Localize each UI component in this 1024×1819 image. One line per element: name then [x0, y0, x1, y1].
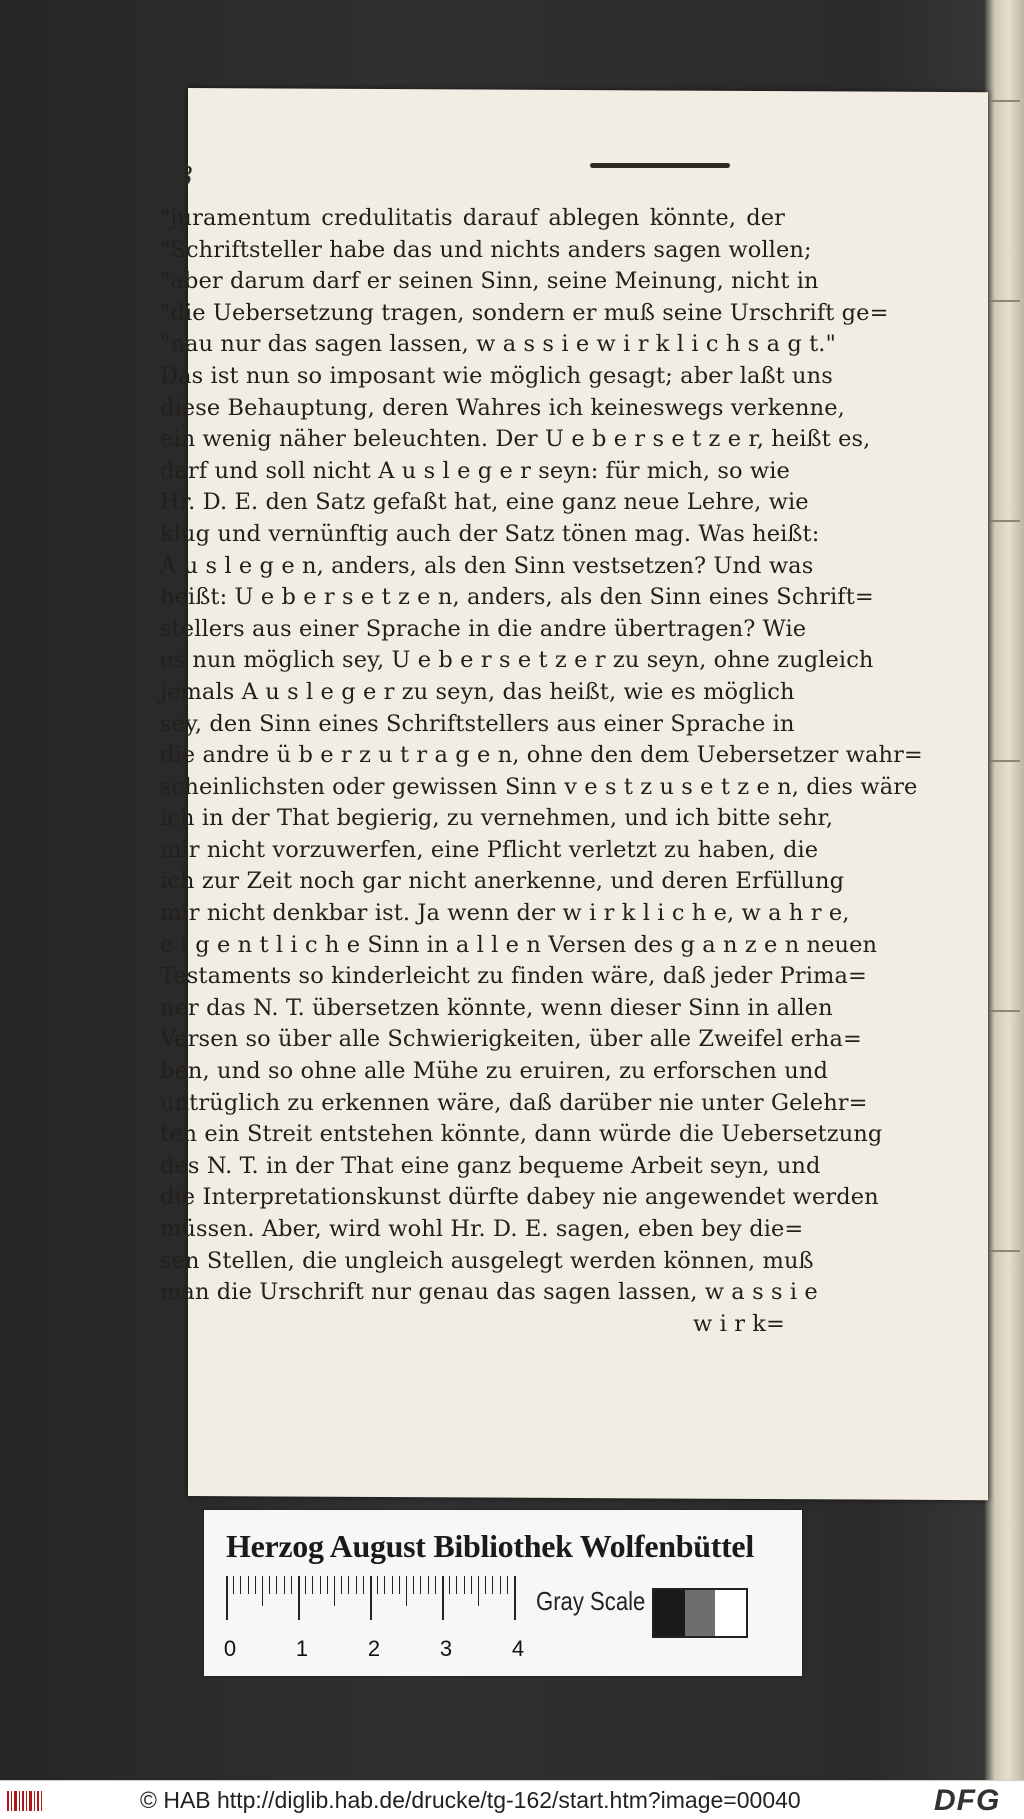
text-line: des N. T. in der That eine ganz bequeme Arbeit seyn, und — [160, 1152, 821, 1179]
text-line: "Schriftsteller habe das und nichts anders sagen wollen; — [160, 236, 812, 263]
ruler-tick — [284, 1576, 285, 1594]
ruler-tick — [449, 1576, 450, 1594]
text-line: die andre ü b e r z u t r a g e n, ohne den dem Uebersetzer wahr= — [160, 742, 923, 769]
text-line: mir nicht denkbar ist. Ja wenn der w i r k l i c h e, w a h r e, — [160, 900, 850, 927]
ruler-tick — [356, 1576, 357, 1594]
color-target — [204, 1510, 802, 1676]
gray-swatches — [652, 1588, 748, 1638]
ruler-tick — [233, 1576, 234, 1594]
ruler-tick — [348, 1576, 349, 1594]
text-line: stellers aus einer Sprache in die andre übertragen? Wie — [160, 615, 807, 642]
ruler-tick — [327, 1576, 328, 1594]
ruler-number: 0 — [223, 1636, 237, 1661]
text-line: sen Stellen, die ungleich ausgelegt werden können, muß — [160, 1247, 814, 1274]
ruler-tick — [492, 1576, 493, 1594]
text-line: A u s l e g e n, anders, als den Sinn vestsetzen? Und was — [160, 552, 814, 579]
ruler-tick — [514, 1576, 516, 1620]
text-line: e i g e n t l i c h e Sinn in a l l e n Versen des g a n z e n neuen — [160, 931, 878, 958]
text-line: ten ein Streit entstehen könnte, dann würde die Uebersetzung — [160, 1121, 883, 1148]
ruler-tick — [305, 1576, 306, 1594]
ruler-tick — [363, 1576, 364, 1594]
text-line: man die Urschrift nur genau das sagen lassen, w a s s i e — [160, 1279, 818, 1306]
text-line: die Interpretationskunst dürfte dabey nie angewendet werden — [160, 1184, 879, 1211]
text-line: ben, und so ohne alle Mühe zu eruiren, zu erforschen und — [160, 1058, 828, 1085]
ruler-tick — [320, 1576, 321, 1594]
ruler-tick — [226, 1576, 228, 1620]
page-number: 38 — [160, 162, 194, 192]
book-edge — [985, 0, 1024, 1780]
ruler-tick — [240, 1576, 241, 1594]
ruler-tick — [334, 1576, 335, 1606]
ruler-tick — [291, 1576, 292, 1594]
target-title: Herzog August Bibliothek Wolfenbüttel — [226, 1528, 754, 1564]
text-line: ich zur Zeit noch gar nicht anerkenne, und deren Erfüllung — [160, 868, 845, 895]
ruler-tick — [456, 1576, 457, 1594]
text-line: jemals A u s l e g e r zu seyn, das heißt, wie es möglich — [160, 678, 795, 705]
ruler-tick — [413, 1576, 414, 1594]
ruler-tick — [399, 1576, 400, 1594]
text-line: klug und vernünftig auch der Satz tönen mag. Was heißt: — [160, 520, 820, 547]
text-line: ein wenig näher beleuchten. Der U e b e r s e t z e r, heißt es, — [160, 426, 871, 453]
gray-scale-label: Gray Scale — [536, 1586, 646, 1616]
ruler-number: 1 — [295, 1636, 309, 1661]
gray-swatch — [685, 1590, 716, 1636]
ruler-number: 4 — [511, 1636, 525, 1661]
text-line: Das ist nun so imposant wie möglich gesagt; aber laßt uns — [160, 362, 833, 389]
ruler-tick — [500, 1576, 501, 1594]
text-line: Hr. D. E. den Satz gefaßt hat, eine ganz neue Lehre, wie — [160, 489, 809, 516]
ruler-tick — [471, 1576, 472, 1594]
text-line: es nun möglich sey, U e b e r s e t z e r zu seyn, ohne zugleich — [160, 647, 874, 674]
text-line: untrüglich zu erkennen wäre, daß darüber nie unter Gelehr= — [160, 1089, 868, 1116]
barcode-logo-icon — [6, 1789, 46, 1813]
ruler-tick — [384, 1576, 385, 1594]
text-line: diese Behauptung, deren Wahres ich keineswegs verkenne, — [160, 394, 845, 421]
ruler-number: 3 — [439, 1636, 453, 1661]
ruler-tick — [435, 1576, 436, 1594]
text-line: "aber darum darf er seinen Sinn, seine Meinung, nicht in — [160, 268, 819, 295]
ruler-tick — [442, 1576, 444, 1620]
text-line: sey, den Sinn eines Schriftstellers aus einer Sprache in — [160, 710, 795, 737]
dfg-logo: DFG — [934, 1784, 1001, 1817]
ruler-number: 2 — [367, 1636, 381, 1661]
ruler-tick — [298, 1576, 300, 1620]
ruler-tick — [276, 1576, 277, 1594]
ruler-tick — [377, 1576, 378, 1594]
ruler-tick — [478, 1576, 479, 1606]
ruler-tick — [255, 1576, 256, 1594]
text-line: darf und soll nicht A u s l e g e r seyn: für mich, so wie — [160, 457, 790, 484]
ruler-scale — [223, 1576, 526, 1661]
ruler-tick — [485, 1576, 486, 1594]
footer-bar — [0, 1780, 1024, 1819]
ruler-tick — [248, 1576, 249, 1594]
ruler-tick — [312, 1576, 313, 1594]
header-rule — [590, 163, 730, 168]
ruler-tick — [464, 1576, 465, 1594]
gray-swatch — [715, 1590, 746, 1636]
ruler-tick — [507, 1576, 508, 1594]
catchword: w i r k= — [693, 1310, 785, 1337]
ruler-tick — [262, 1576, 263, 1606]
ruler-tick — [370, 1576, 372, 1620]
ruler-tick — [269, 1576, 270, 1594]
text-line: "juramentum credulitatis darauf ablegen könnte, der — [160, 205, 785, 231]
ruler-tick — [420, 1576, 421, 1594]
text-line: müssen. Aber, wird wohl Hr. D. E. sagen, eben bey die= — [160, 1216, 804, 1242]
gray-swatch — [654, 1590, 685, 1636]
ruler-tick — [392, 1576, 393, 1594]
page-text — [160, 203, 923, 1340]
text-line: Versen so über alle Schwierigkeiten, über alle Zweifel erha= — [160, 1026, 862, 1053]
text-line: "nau nur das sagen lassen, w a s s i e w i r k l i c h s a g t." — [160, 331, 836, 358]
ruler-tick — [341, 1576, 342, 1594]
text-line: scheinlichsten oder gewissen Sinn v e s t z u s e t z e n, dies wäre — [160, 773, 918, 800]
copyright-link[interactable]: © HAB http://diglib.hab.de/drucke/tg-162/start.htm?image=00040 — [140, 1787, 801, 1813]
ruler-tick — [428, 1576, 429, 1594]
text-line: mir nicht vorzuwerfen, eine Pflicht verletzt zu haben, die — [160, 836, 819, 863]
text-line: "die Uebersetzung tragen, sondern er muß seine Urschrift ge= — [160, 299, 889, 326]
text-line: Testaments so kinderleicht zu finden wäre, daß jeder Prima= — [160, 963, 867, 990]
text-line: ich in der That begierig, zu vernehmen, und ich bitte sehr, — [160, 805, 834, 832]
text-line: heißt: U e b e r s e t z e n, anders, als den Sinn eines Schrift= — [160, 584, 874, 611]
text-line: ner das N. T. übersetzen könnte, wenn dieser Sinn in allen — [160, 994, 833, 1021]
ruler-tick — [406, 1576, 407, 1606]
